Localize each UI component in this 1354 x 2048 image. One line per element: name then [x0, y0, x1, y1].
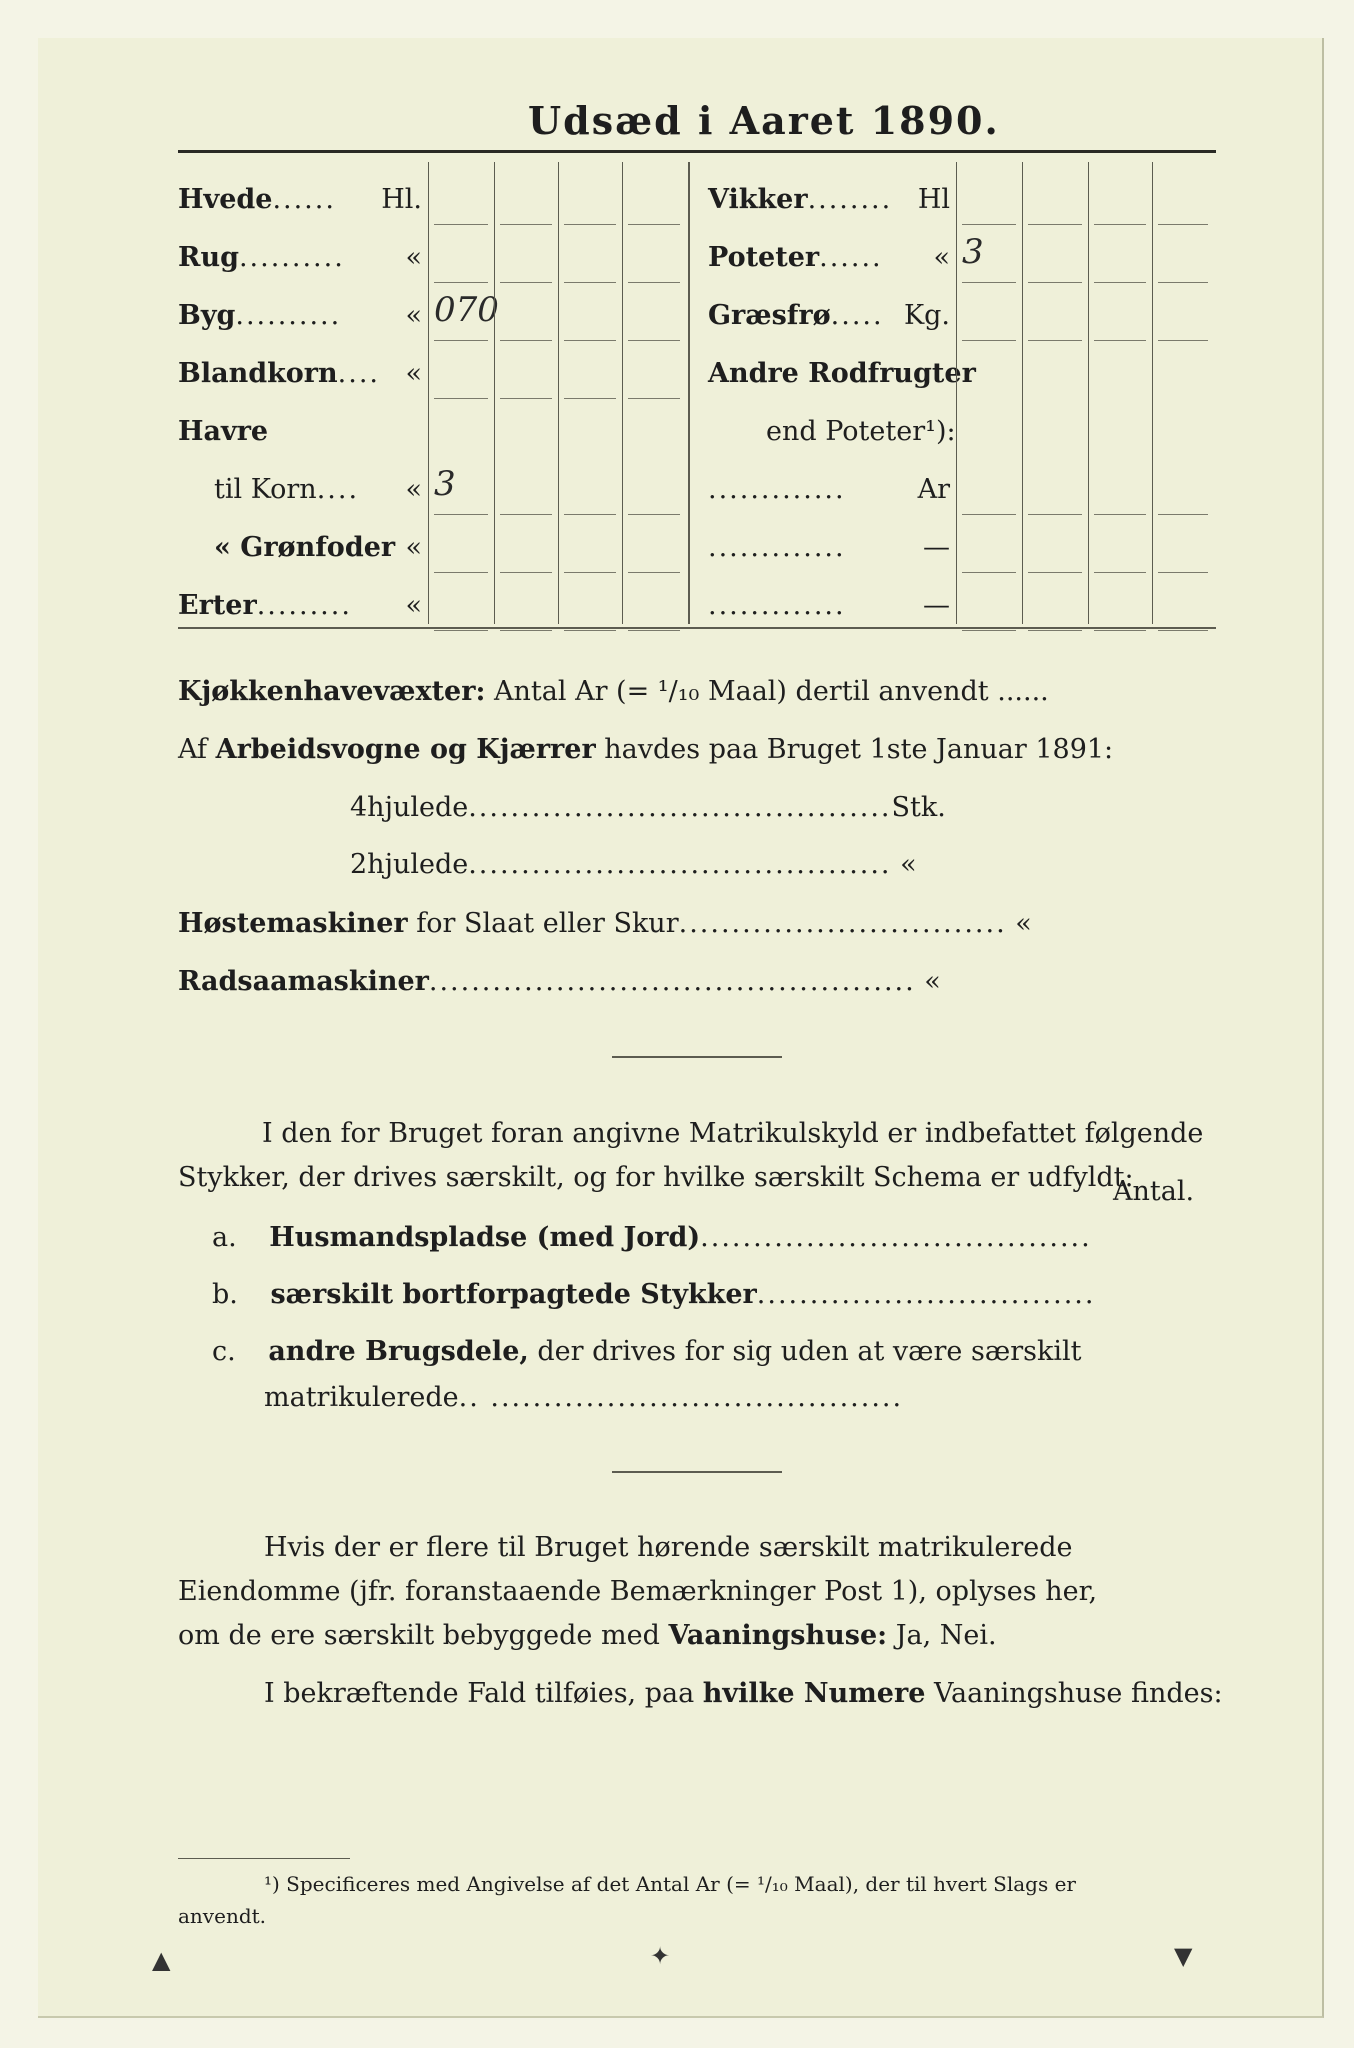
left-entry-line: [564, 514, 616, 515]
left-entry-line: [628, 282, 680, 283]
right-row-unit: Ar: [917, 474, 950, 505]
right-entry-line: [1028, 572, 1082, 573]
item-a-heading: Husmandspladse (med Jord): [269, 1222, 701, 1253]
vogne-4hjulede-dots: ........................................: [468, 792, 892, 823]
left-row-dots: ....: [316, 474, 360, 505]
right-column-divider: [1022, 162, 1023, 624]
left-entry-line: [434, 398, 488, 399]
item-c: [212, 1336, 1081, 1367]
left-row-label: [178, 474, 422, 505]
right-row-label: [708, 416, 956, 447]
left-entry-line: [628, 224, 680, 225]
arbeid-lead: Af: [178, 734, 208, 765]
item-c-line2-text: matrikulerede: [264, 1382, 459, 1413]
corner-mark-right: ▼: [1174, 1942, 1193, 1970]
antal-label: Antal.: [1113, 1176, 1195, 1207]
arbeid-text: havdes paa Bruget 1ste Januar 1891:: [604, 734, 1114, 765]
left-entry-line: [434, 224, 488, 225]
right-entry-line: [1158, 514, 1208, 515]
right-entry-line: [1028, 630, 1082, 631]
left-entry-line: [500, 514, 552, 515]
matrikul-line1: I den for Bruget foran angivne Matrikulskyld er indbefattet følgende: [262, 1118, 1204, 1149]
hoste-line: [178, 908, 1032, 939]
left-column-divider: [558, 162, 559, 624]
vogne-4hjulede: [350, 792, 946, 823]
table-center-divider: [688, 162, 690, 624]
left-row-label: [178, 532, 422, 563]
right-crop-name: Andre Rodfrugter: [708, 358, 976, 389]
item-b-heading: særskilt bortforpagtede Stykker: [270, 1279, 757, 1310]
right-entry-line: [962, 340, 1016, 341]
bekraeft-text-a: I bekræftende Fald tilføies, paa: [264, 1678, 695, 1709]
right-entry-line: [962, 282, 1016, 283]
right-row-unit: Kg.: [903, 300, 950, 331]
right-entry-line: [1028, 224, 1082, 225]
left-entry-line: [628, 572, 680, 573]
right-entry-line: [1028, 514, 1082, 515]
left-crop-name: Byg: [178, 300, 236, 331]
left-handwritten-value: 3: [434, 464, 456, 504]
left-column-divider: [494, 162, 495, 624]
item-a-letter: a.: [212, 1222, 237, 1253]
left-row-label: [178, 184, 422, 215]
left-row-unit: Hl.: [381, 184, 422, 215]
left-column-divider: [622, 162, 623, 624]
hvis-line3-text: om de ere særskilt bebyggede med: [178, 1620, 660, 1651]
vogne-4hjulede-label: 4hjulede: [350, 792, 469, 823]
left-handwritten-value: 070: [434, 290, 499, 330]
arbeid-heading: Arbeidsvogne og Kjærrer: [215, 734, 596, 765]
right-row-unit: «: [933, 242, 950, 273]
right-crop-name: Græsfrø: [708, 300, 831, 331]
left-entry-line: [500, 398, 552, 399]
left-column-divider: [428, 162, 429, 624]
hoste-text: for Slaat eller Skur: [416, 908, 679, 939]
corner-mark-left: ▲: [152, 1946, 171, 1974]
right-crop-name: Vikker: [708, 184, 808, 215]
right-handwritten-value: 3: [962, 232, 984, 272]
right-entry-line: [962, 630, 1016, 631]
right-crop-name: end Poteter¹):: [766, 416, 956, 447]
item-b: [212, 1279, 1095, 1310]
right-row-dots: ........: [807, 184, 893, 215]
right-row-dots: .....: [830, 300, 884, 331]
left-crop-name: « Grønfoder: [214, 532, 396, 563]
left-entry-line: [564, 398, 616, 399]
right-entry-line: [1158, 282, 1208, 283]
right-entry-line: [1094, 630, 1146, 631]
right-entry-line: [1094, 340, 1146, 341]
right-column-divider: [1152, 162, 1153, 624]
item-a: [212, 1222, 1092, 1253]
left-entry-line: [564, 572, 616, 573]
left-crop-name: Blandkorn: [178, 358, 338, 389]
left-crop-name: Havre: [178, 416, 269, 447]
left-entry-line: [564, 282, 616, 283]
section-divider-1: [612, 1056, 782, 1058]
right-column-divider: [956, 162, 957, 624]
left-row-dots: .........: [256, 590, 352, 621]
left-row-label: [178, 300, 422, 331]
right-entry-line: [1158, 340, 1208, 341]
right-column-divider: [1088, 162, 1089, 624]
right-row-unit: —: [923, 532, 950, 563]
hvis-line3: [178, 1614, 997, 1658]
left-entry-line: [434, 572, 488, 573]
right-row-label: [708, 242, 950, 273]
bekraeft-text-b: Vaaningshuse findes:: [933, 1678, 1223, 1709]
left-row-unit: «: [405, 300, 422, 331]
bekraeft-heading: hvilke Numere: [702, 1678, 926, 1709]
left-row-label: [178, 416, 422, 447]
bekraeft-line: [264, 1672, 1223, 1716]
left-row-unit: «: [405, 532, 422, 563]
right-row-dots: ......: [819, 242, 883, 273]
right-row-unit: —: [923, 590, 950, 621]
right-entry-line: [962, 514, 1016, 515]
left-entry-line: [500, 340, 552, 341]
radsaa-unit: «: [924, 966, 941, 997]
kjokken-line: [178, 676, 1049, 707]
right-entry-line: [1158, 224, 1208, 225]
right-row-label: [708, 532, 950, 563]
left-crop-name: til Korn: [214, 474, 317, 505]
left-entry-line: [628, 398, 680, 399]
table-bottom-rule: [178, 627, 1216, 629]
right-entry-line: [962, 224, 1016, 225]
left-entry-line: [500, 224, 552, 225]
hvis-line3-heading: Vaaningshuse:: [668, 1620, 888, 1651]
kjokken-text: Antal Ar (= ¹/₁₀ Maal) dertil anvendt ......: [494, 676, 1049, 707]
vogne-2hjulede-dots: ........................................: [468, 849, 892, 880]
arbeid-line: [178, 734, 1113, 765]
left-row-unit: «: [405, 474, 422, 505]
item-c-text: der drives for sig uden at være særskilt: [537, 1336, 1082, 1367]
right-crop-name: Poteter: [708, 242, 820, 273]
vogne-2hjulede-label: 2hjulede: [350, 849, 469, 880]
left-entry-line: [434, 282, 488, 283]
item-a-dots: .....................................: [700, 1222, 1092, 1253]
hoste-dots: ...............................: [678, 908, 1007, 939]
kjokken-heading: Kjøkkenhavevæxter:: [178, 676, 486, 707]
left-entry-line: [500, 282, 552, 283]
footnote-rule: [178, 1858, 350, 1859]
left-row-dots: ....: [337, 358, 380, 389]
item-c-line2-dots: .. .......................................: [458, 1382, 904, 1413]
right-row-label: [708, 590, 950, 621]
right-entry-line: [962, 572, 1016, 573]
left-entry-line: [564, 630, 616, 631]
table-top-rule: [178, 150, 1216, 153]
right-row-label: [708, 184, 950, 215]
hoste-heading: Høstemaskiner: [178, 908, 408, 939]
left-row-dots: ..........: [238, 242, 345, 273]
right-entry-line: [1158, 572, 1208, 573]
right-entry-line: [1094, 224, 1146, 225]
vogne-2hjulede: [350, 849, 917, 880]
corner-mark-center: ✦: [650, 1942, 671, 1970]
item-c-letter: c.: [212, 1336, 236, 1367]
hvis-line2: Eiendomme (jfr. foranstaaende Bemærkninger Post 1), oplyses her,: [178, 1576, 1098, 1607]
left-row-unit: «: [405, 590, 422, 621]
page-title: Udsæd i Aaret 1890.: [528, 98, 1000, 143]
right-entry-line: [1028, 282, 1082, 283]
item-b-letter: b.: [212, 1279, 238, 1310]
left-row-dots: [268, 416, 418, 447]
radsaa-line: [178, 966, 941, 997]
radsaa-heading: Radsaamaskiner: [178, 966, 429, 997]
left-row-dots: ..........: [235, 300, 342, 331]
left-crop-name: Rug: [178, 242, 239, 273]
left-crop-name: Hvede: [178, 184, 273, 215]
footnote-line2: anvendt.: [178, 1904, 267, 1928]
radsaa-dots: ..............................................: [428, 966, 916, 997]
matrikul-line2: Stykker, der drives særskilt, og for hvilke særskilt Schema er udfyldt:: [178, 1162, 1134, 1193]
left-entry-line: [564, 224, 616, 225]
right-entry-line: [1094, 514, 1146, 515]
right-row-label: [708, 300, 950, 331]
right-row-dots: .............: [708, 474, 846, 505]
section-divider-2: [612, 1471, 782, 1473]
vogne-4hjulede-unit: Stk.: [891, 792, 946, 823]
right-entry-line: [1094, 282, 1146, 283]
item-c-heading: andre Brugsdele,: [268, 1336, 529, 1367]
hvis-line3-options: Ja, Nei.: [895, 1620, 997, 1651]
left-row-label: [178, 242, 422, 273]
item-b-dots: ................................: [756, 1279, 1096, 1310]
vogne-2hjulede-unit: «: [900, 849, 917, 880]
footnote-line1: ¹) Specificeres med Angivelse af det Antal Ar (= ¹/₁₀ Maal), der til hvert Slags er: [264, 1872, 1076, 1896]
left-entry-line: [564, 340, 616, 341]
left-row-dots: [395, 532, 401, 563]
left-entry-line: [434, 514, 488, 515]
left-entry-line: [500, 572, 552, 573]
left-entry-line: [628, 630, 680, 631]
left-row-dots: ......: [272, 184, 336, 215]
left-entry-line: [628, 340, 680, 341]
left-entry-line: [434, 630, 488, 631]
right-row-label: [708, 474, 950, 505]
left-row-unit: «: [405, 358, 422, 389]
left-row-label: [178, 590, 422, 621]
left-entry-line: [434, 340, 488, 341]
item-c-line2: [264, 1382, 903, 1413]
left-crop-name: Erter: [178, 590, 257, 621]
left-entry-line: [500, 630, 552, 631]
right-row-unit: Hl: [917, 184, 950, 215]
right-row-dots: .............: [708, 532, 846, 563]
left-row-label: [178, 358, 422, 389]
hvis-line1: Hvis der er flere til Bruget hørende særskilt matrikulerede: [264, 1532, 1073, 1563]
form-page: [38, 38, 1324, 2018]
right-entry-line: [1094, 572, 1146, 573]
right-row-label: [708, 358, 976, 389]
right-row-dots: .............: [708, 590, 846, 621]
right-entry-line: [1158, 630, 1208, 631]
left-row-unit: «: [405, 242, 422, 273]
right-entry-line: [1028, 340, 1082, 341]
hoste-unit: «: [1015, 908, 1032, 939]
left-entry-line: [628, 514, 680, 515]
